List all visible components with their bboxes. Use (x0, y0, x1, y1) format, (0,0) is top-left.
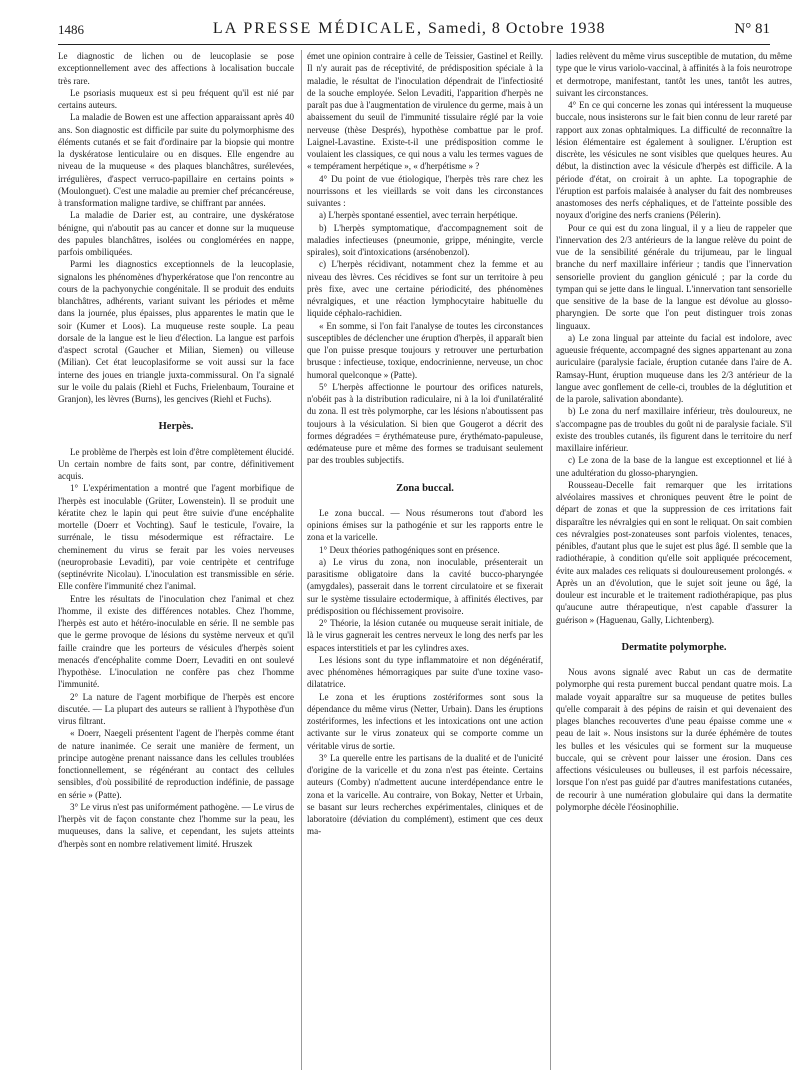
journal-name: LA PRESSE MÉDICALE, (212, 20, 423, 37)
paragraph: 2° Théorie, la lésion cutanée ou muqueuse serait initiale, de là le virus gagnerait les centres nerveux le long des nerfs par les espaces interstitiels et par les cylindres axes. (307, 618, 543, 653)
paragraph: Rousseau-Decelle fait remarquer que les irritations alvéolaires massives et chroniques peuvent être le point de départ de zonas et que la suppression de ces irritations fait disparaître les névralgies qui en sont le reliquat. On sait combien ces névralgies post-zonateuses sont parfois violentes, tenaces, pénibles, d'autant plus que le sujet est plus âgé. Il semble que la radiothérapie, à condition qu'elle soit appliquée précocement, évite aux malades ces reliquats si douloureusement prolongés. « Après un an d'évolution, que le sujet soit jeune ou âgé, la douleur est incurable et le traitement radiothérapique, pas plus qu'aucune autre thérapeutique, n'est capable d'assurer la guérison » (Haguenau, Gally, Lichtenberg). (556, 479, 792, 625)
paragraph: 3° La querelle entre les partisans de la dualité et de l'unicité d'origine de la varicelle et du zona n'est pas éteinte. Certains auteurs (Comby) n'admettent aucune interdépendance entre le zona et la varicelle. Au contraire, von Bokay, Netter et Urbain, se basant sur leurs recherches expérimentales, cliniques et de laboratoire (déviation du complément), estiment que ces deux ma- (307, 752, 543, 837)
paragraph: Entre les résultats de l'inoculation chez l'animal et chez l'homme, il existe des différences notables. Chez l'homme, l'herpès est auto et hétéro-inoculable en série. Il ne semble pas que le germe provoque de lésions du système nerveux et qu'il faille craindre que les porteurs de vésicules d'herpès soient menacés d'encéphalite comme Doerr, Levaditi en ont soulevé l'hypothèse. L'inoculation ne confère pas chez l'homme l'immunité. (58, 593, 294, 690)
paragraph: 5° L'herpès affectionne le pourtour des orifices naturels, n'obéit pas à la distribution radiculaire, ni à la loi d'unilatéralité du zona. Il est très polymorphe, car les lésions n'aboutissent pas toujours à la vésiculation. Si bien que Gougerot a décrit des formes dégradées = érythémateuse pure, érythémato-papuleuse, œdémateuse pure et même des formes se traduisant seulement par des troubles subjectifs. (307, 381, 543, 466)
paragraph: 2° La nature de l'agent morbifique de l'herpès est encore discutée. — La plupart des auteurs se rallient à l'hypothèse d'un virus filtrant. (58, 691, 294, 726)
journal-title-line (213, 20, 606, 38)
text-column-2 (307, 50, 543, 838)
paragraph: a) L'herpès spontané essentiel, avec terrain herpétique. (319, 210, 518, 221)
page-number: 1486 (58, 22, 84, 37)
paragraph: 3° Le virus n'est pas uniformément pathogène. — Le virus de l'herpès vit de façon constante chez l'homme sur la peau, les muqueuses, dans la salive, et cependant, les sujets atteints d'herpès sont en nombre relativement limité. Hruszek (58, 801, 294, 849)
issue-number: N° 81 (734, 21, 770, 37)
paragraph: Les lésions sont du type inflammatoire et non dégénératif, avec phénomènes hémorragiques par suite d'une toxine vaso-dilatatrice. (307, 654, 543, 690)
paragraph: Le zona buccal. — Nous résumerons tout d'abord les opinions émises sur la pathogénie et sur les rapports entre le zona et la varicelle. (307, 507, 543, 543)
column-divider (301, 50, 302, 1070)
paragraph: a) Le virus du zona, non inoculable, présenterait un parasitisme obligatoire dans la cavité bucco-pharyngée (amygdales), passerait dans le torrent circulatoire et se fixerait sur le système tissulaire ectodermique, à affinités électives, par prédisposition ou fléchissement provisoire. (307, 556, 543, 616)
paragraph: Pour ce qui est du zona lingual, il y a lieu de rappeler que l'innervation des 2/3 antérieurs de la langue relève du point de vue de la sensibilité générale du trijumeau, par le lingual branche du nerf maxillaire inférieur ; tandis que l'innervation sensorielle provient du ganglion géniculé ; par la corde du tympan qui se jette dans le lingual. L'innervation tant sensorielle que sensitive de la base de la langue est dévolue au glosso-pharyngien. De sorte que l'on peut distinguer trois zonas linguaux. (556, 222, 792, 331)
paragraph: c) L'herpès récidivant, notamment chez la femme et au niveau des lèvres. Ces récidives se font sur un territoire à peu près fixe, avec une certaine périodicité, des phénomènes névralgiques, et une réaction lymphocytaire habituelle du liquide céphalo-rachidien. (307, 259, 543, 319)
paragraph: La maladie de Darier est, au contraire, une dyskératose bénigne, qui n'aboutit pas au cancer et donne sur la muqueuse des papules blanchâtres, isolées ou conglomérées en nappe, parfois ombiliquées. (58, 210, 294, 257)
paragraph: 4° En ce qui concerne les zonas qui intéressent la muqueuse buccale, nous insisterons sur le fait bien connu de leur rareté par rapport aux zonas ophtalmiques. La difficulté de reconnaître la lésion élémentaire est également à souligner. L'éruption est discrète, les vésicules ne sont visibles que quelques heures. Au début, la distinction avec la vésicule d'herpès est difficile. A la période d'état, on croirait à un aphte. La topographie de l'éruption est parfois malaisée à analyser du fait des nombreuses anastomoses des nerfs céphaliques, et de l'atteinte possible des noyaux d'origine des nerfs craniens (Pélerin). (556, 100, 792, 221)
paragraph: émet une opinion contraire à celle de Teissier, Gastinel et Reilly. Il n'y aurait pas de réceptivité, de prédisposition spéciale à la maladie, le résultat de l'inoculation dépendrait de l'infectiosité de la souche employée. Selon Levaditi, l'apparition d'herpès ne paraît pas due à l'augmentation de virulence du germe, mais à un abaissement du seuil de l'immunité tissulaire réglé par la voie nerveuse (thèse Després), hypothèse combattue par le prof. Laignel-Lavastine. Existe-t-il une prédisposition comme le voulaient les classiques, ce qui nous a valu les termes vagues de « tempérament herpétique », « d'herpétisme » ? (307, 51, 543, 172)
paragraph: b) L'herpès symptomatique, d'accompagnement soit de maladies infectieuses (pneumonie, grippe, méningite, vercle spirales), soit d'intoxications (arsénobenzol). (307, 222, 543, 257)
paragraph: b) Le zona du nerf maxillaire inférieur, très douloureux, ne s'accompagne pas de troubles du goût ni de paralysie faciale. S'il existe des troubles cutanés, ils figurent dans le territoire du nerf maxillaire inférieur. (556, 406, 792, 453)
column-divider (550, 50, 551, 1070)
paragraph: Nous avons signalé avec Rabut un cas de dermatite polymorphe qui resta purement buccal pendant quatre mois. La malade voyait apparaître sur sa muqueuse de petites bulles qu'elle comparait à des pépins de raisin et qui devenaient des plages blanches recouvertes d'une peau épaisse comme une « peau de lait ». Nous insistons sur la durée éphémère de toutes les bulles et les vésicules qui se forment sur la muqueuse buccale, qui se crèvent pour laisser une érosion. Dans ces affections vésiculeuses ou bulleuses, il est parfois nécessaire, lorsque l'on n'est pas guidé par d'autres manifestations cutanées, de recourir à une numération globulaire qui dans la dermatite polymorphe décèle l'éosinophilie. (556, 667, 792, 812)
paragraph: c) Le zona de la base de la langue est exceptionnel et lié à une adultération du glosso-pharyngien. (556, 455, 792, 478)
paragraph: 1° Deux théories pathogéniques sont en présence. (319, 544, 500, 555)
section-heading: Dermatite polymorphe. (621, 641, 727, 653)
page-header (58, 12, 770, 45)
issue-date: Samedi, 8 Octobre 1938 (427, 20, 606, 37)
paragraph: 4° Du point de vue étiologique, l'herpès très rare chez les nourrissons et les vieillards se voit dans les circonstances suivantes : (307, 173, 543, 208)
paragraph: Le zona et les éruptions zostériformes sont sous la dépendance du même virus (Netter, Urbain). Dans les éruptions zostériformes, les infections et les intoxications ont une action activante sur le virus zonateux qui se comporte comme un véritable virus de sortie. (307, 691, 543, 751)
text-column-1 (58, 50, 294, 850)
paragraph: ladies relèvent du même virus susceptible de mutation, du même type que le virus variolo-vaccinal, à affinités à la fois neurotrope et dermotrope, manifestant, tantôt les unes, tantôt les autres, suivant les circonstances. (556, 51, 792, 98)
paragraph: Le problème de l'herpès est loin d'être complètement élucidé. Un certain nombre de faits sont, par contre, définitivement acquis. (58, 446, 294, 481)
paragraph: La maladie de Bowen est une affection apparaissant après 40 ans. Son diagnostic est difficile par suite du polymorphisme des éléments cutanés et se fait d'ordinaire par la biopsie qui montre la dyskératose lenticulaire ou en disques. Elle engendre au niveau de la muqueuse « des plaques blanchâtres, surélevées, irrégulières, d'aspect verruco-papillaire en certains points » (Moulonguet). C'est une maladie au premier chef précancéreuse, à transformation maligne tardive, se chiffrant par années. (58, 112, 294, 208)
paragraph: « En somme, si l'on fait l'analyse de toutes les circonstances susceptibles de déclencher une éruption d'herpès, il apparaît bien que l'on puisse presque toujours y retrouver une perturbation brusque : infectieuse, toxique, endocrinienne, nerveuse, un choc humoral quelconque » (Patte). (307, 320, 543, 380)
paragraph: Le diagnostic de lichen ou de leucoplasie se pose exceptionnellement avec des affections à localisation buccale très rare. (58, 51, 294, 86)
paragraph: Parmi les diagnostics exceptionnels de la leucoplasie, signalons les phénomènes d'hyperkératose que l'on rencontre au cours de la pachyonychie congénitale. Il se produit des enduits blanchâtres, adhérents, variant suivant les périodes et même dans la journée, plus épaisses, plus apparentes le matin que le soir (Kumer et Loos). La muqueuse reste souple. La peau dorsale de la langue est le lieu d'élection. La langue est parfois d'aspect scrotal (Gaucher et Milian, Siemen) ou villeuse (Milian). Cet état leucoplasiforme se voit aussi sur la face interne des joues en triangle juxta-commissural. On l'a signalé sur le voile du palais (Riehl et Fuchs, Frielenbaum, Touraine et Granjon), les lèvres (Burns), les gencives (Riehl et Fuchs). (58, 259, 294, 404)
section-heading: Zona buccal. (396, 482, 454, 494)
paragraph: a) Le zona lingual par atteinte du facial est indolore, avec agueusie fréquente, accompagné des signes appartenant au zona auriculaire (paralysie faciale, éruption cutanée dans l'aire de A. Ramsay-Hunt, éruption muqueuse dans les 2/3 antérieur de la langue avec gonflement de celle-ci, troubles de la déglutition et de la parole, salivation abondante). (556, 332, 792, 404)
paragraph: 1° L'expérimentation a montré que l'agent morbifique de l'herpès est inoculable (Grüter, Lowenstein). Il se produit une kératite chez le lapin qui peut être suivie d'une encéphalite mortelle (Doerr et Vochting). Sauf le testicule, l'ovaire, la surrénale, le tissu mésodermique est réfractaire. Le cheminement du virus se ferait par les voies nerveuses (neuroprobasie Levaditi), par voie centripète et centrifuge (septinévrite Nicolau). L'inoculation est transmissible en série. Elle confère l'immunité chez l'animal. (58, 483, 294, 592)
section-heading: Herpès. (158, 421, 194, 433)
paragraph: « Doerr, Naegeli présentent l'agent de l'herpès comme étant de nature inanimée. Ce serait une manière de ferment, un principe autogène prenant naissance dans les cellules troublées fonctionnellement, se régénérant au contact des cellules sensibles, d'où possibilité de reproduction indéfinie, de passage en série » (Patte). (58, 728, 294, 800)
paragraph: Le psoriasis muqueux est si peu fréquent qu'il est nié par certains auteurs. (58, 87, 294, 110)
text-column-3 (556, 50, 792, 813)
